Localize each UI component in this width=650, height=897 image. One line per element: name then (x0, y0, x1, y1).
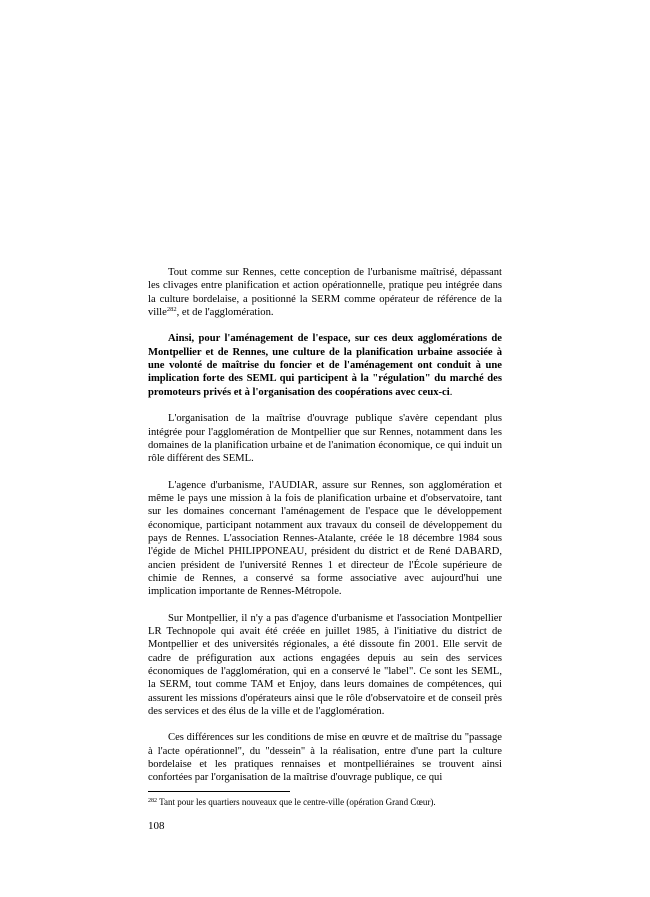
paragraph-2-bold (148, 332, 502, 398)
footnote-number: 282 (148, 798, 157, 804)
body-text (148, 266, 502, 785)
paragraph-1-text: Tout comme sur Rennes, cette conception de l'urbanisme maîtrisé, dépassant les clivages entre planification et action opérationnelle, pratique peu intégrée dans la culture bordelaise, a positionné la SERM comme opérateur de référence de la ville (148, 267, 502, 318)
paragraph-4: L'agence d'urbanisme, l'AUDIAR, assure sur Rennes, son agglomération et même le pays une mission à la fois de planification urbaine et d'observatoire, tant sur les domaines concernant l'aménagement de l'espace que le développement économique, participant notamment aux travaux du conseil de développement du pays de Rennes. L'association Rennes-Atalante, créée le 18 décembre 1984 sous l'égide de Michel PHILIPPONEAU, président du district et de René DABARD, ancien président de l'université Rennes 1 et directeur de l'École supérieure de chimie de Rennes, a conservé sa forme associative avec aujourd'hui une implication importante de Rennes-Métropole. (148, 479, 502, 598)
paragraph-6: Ces différences sur les conditions de mise en œuvre et de maîtrise du "passage à l'acte opérationnel", du "dessein" à la réalisation, entre d'une part la culture bordelaise et les pratiques rennaises et montpelliéraines se trouvent ainsi confortées par l'organisation de la maîtrise d'ouvrage publique, ce qui (148, 732, 502, 784)
footnote (148, 797, 508, 808)
paragraph-5: Sur Montpellier, il n'y a pas d'agence d'urbanisme et l'association Montpellier LR Technopole qui avait été créée en juillet 1985, à l'initiative du district de Montpellier et des universités régionales, a été dissoute fin 2001. Elle servit de cadre de préfiguration aux actions engagées depuis au sein des services économiques de l'agglomération, qui en a conservé le "label". Ce sont les SEML, la SERM, tout comme TAM et Enjoy, dans leurs domaines de compétences, qui assurent les missions d'opérateurs ainsi que le rôle d'observatoire et de conseil près des services et des élus de la ville et de l'agglomération. (148, 612, 502, 717)
footnote-text: Tant pour les quartiers nouveaux que le centre-ville (opération Grand Cœur). (157, 797, 436, 807)
footnote-reference[interactable]: 282 (166, 305, 177, 313)
paragraph-2-period: . (449, 386, 453, 398)
paragraph-3: L'organisation de la maîtrise d'ouvrage publique s'avère cependant plus intégrée pour l'agglomération de Montpellier que sur Rennes, notamment dans les domaines de la planification urbaine et de l'animation économique, ce qui induit un rôle différent des SEML. (148, 413, 502, 465)
paragraph-1-text-end: , et de l'agglomération. (176, 306, 274, 318)
footnote-divider (148, 791, 290, 792)
paragraph-2-text: Ainsi, pour l'aménagement de l'espace, sur ces deux agglomérations de Montpellier et de Rennes, une culture de la planification urbaine associée à une volonté de maîtrise du foncier et de l'aménagement ont conduit à une implication forte des SEML qui participent à la "régulation" du marché des promoteurs privés et à l'organisation des coopérations avec ceux-ci (148, 333, 502, 398)
page-number: 108 (148, 820, 165, 832)
paragraph-1 (148, 266, 502, 319)
